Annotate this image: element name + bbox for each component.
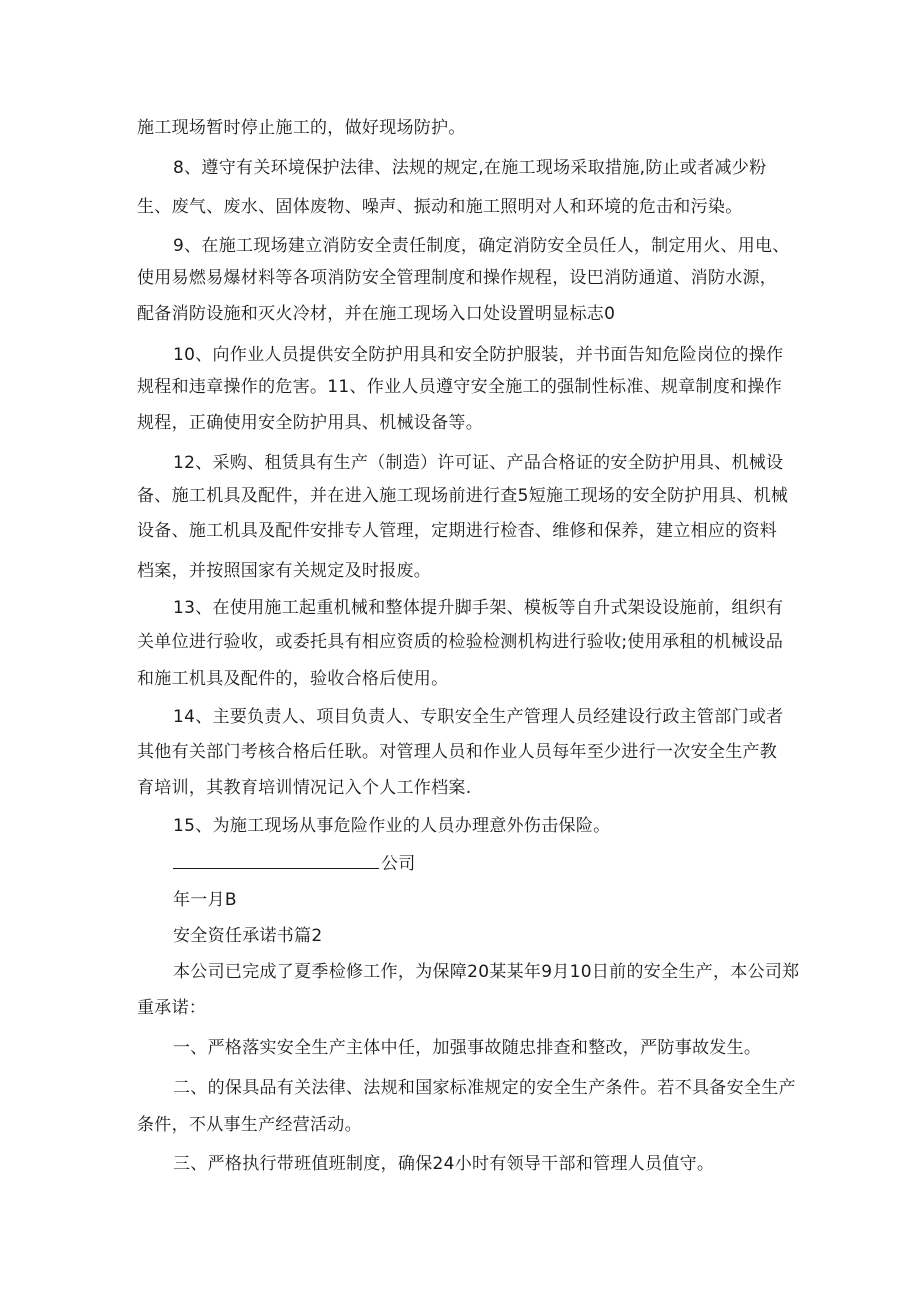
signature-company: 公司 xyxy=(381,854,416,874)
text-line: 规程，正确使用安全防护用具、机械设备等。 xyxy=(137,413,483,433)
text-line: 本公司已完成了夏季检修工作，为保障20某某年9月10日前的安全生产，本公司郑 xyxy=(173,962,800,982)
text-line: 关单位进行验收，或委托具有相应资质的检验检测机构进行验收;使用承租的机械设品 xyxy=(137,632,784,652)
text-line: 使用易燃易爆材料等各项消防安全管理制度和操作规程，设巴消防通道、消防水源， xyxy=(137,268,778,288)
text-line: 育培训，其教育培训情况记入个人工作档案. xyxy=(137,778,472,798)
text-line: 生、废气、废水、固体废物、噪声、振动和施工照明对人和环境的危击和污染。 xyxy=(137,197,743,217)
date-line: 年一月B xyxy=(173,890,237,910)
section-title: 安全资任承诺书篇2 xyxy=(173,926,323,946)
text-line: 一、严格落实安全生产主体中任，加强事故随忠排查和整改，严防事故发生。 xyxy=(173,1038,762,1058)
text-line: 设备、施工机具及配件安排专人管理，定期进行检杳、维修和保养，建立相应的资料 xyxy=(137,521,778,541)
signature-blank xyxy=(173,852,379,869)
text-line: 12、采购、租赁具有生产（制造）许可证、产品合格证的安全防护用具、机械设 xyxy=(173,453,784,473)
text-line: 档案，并按照国家有关规定及时报废。 xyxy=(137,561,432,581)
text-line: 施工现场暂时停止施工的，做好现场防护。 xyxy=(137,118,466,138)
text-line: 14、主要负责人、项目负责人、专职安全生产管理人员经建设行政主管部门或者 xyxy=(173,707,784,727)
text-line: 备、施工机具及配件，并在进入施工现场前进行查5短施工现场的安全防护用具、机械 xyxy=(137,486,789,506)
text-line: 二、的保具品有关法律、法规和国家标准规定的安全生产条件。若不具备安全生产 xyxy=(173,1078,796,1098)
signature-line xyxy=(173,852,416,875)
text-line: 10、向作业人员提供安全防护用具和安全防护服装，并书面告知危险岗位的操作 xyxy=(173,345,784,365)
text-line: 三、严格执行带班值班制度，确保24小时有领导干部和管理人员值守。 xyxy=(173,1154,715,1174)
text-line: 重承诺： xyxy=(137,998,207,1018)
text-line: 9、在施工现场建立消防安全责任制度，确定消防安全员任人，制定用火、用电、 xyxy=(173,236,790,256)
text-line: 和施工机具及配件的，验收合格后使用。 xyxy=(137,669,449,689)
text-line: 13、在使用施工起重机械和整体提升脚手架、模板等自升式架设设施前，组织有 xyxy=(173,598,784,618)
text-line: 其他有关部门考核合格后任耿。对管理人员和作业人员每年至少进行一次安全生产教 xyxy=(137,742,778,762)
text-line: 15、为施工现场从事危险作业的人员办理意外伤击保险。 xyxy=(173,816,611,836)
text-line: 条件，不从事生产经营活动。 xyxy=(137,1115,362,1135)
text-line: 规程和违章操作的危害。11、作业人员遵守安全施工的强制性标准、规章制度和操作 xyxy=(137,377,783,397)
text-line: 8、遵守有关环境保护法律、法规的规定,在施工现场采取措施,防止或者减少粉 xyxy=(173,158,767,178)
text-line: 配备消防设施和灭火冷材，并在施工现场入口处设置明显标志0 xyxy=(137,304,616,324)
